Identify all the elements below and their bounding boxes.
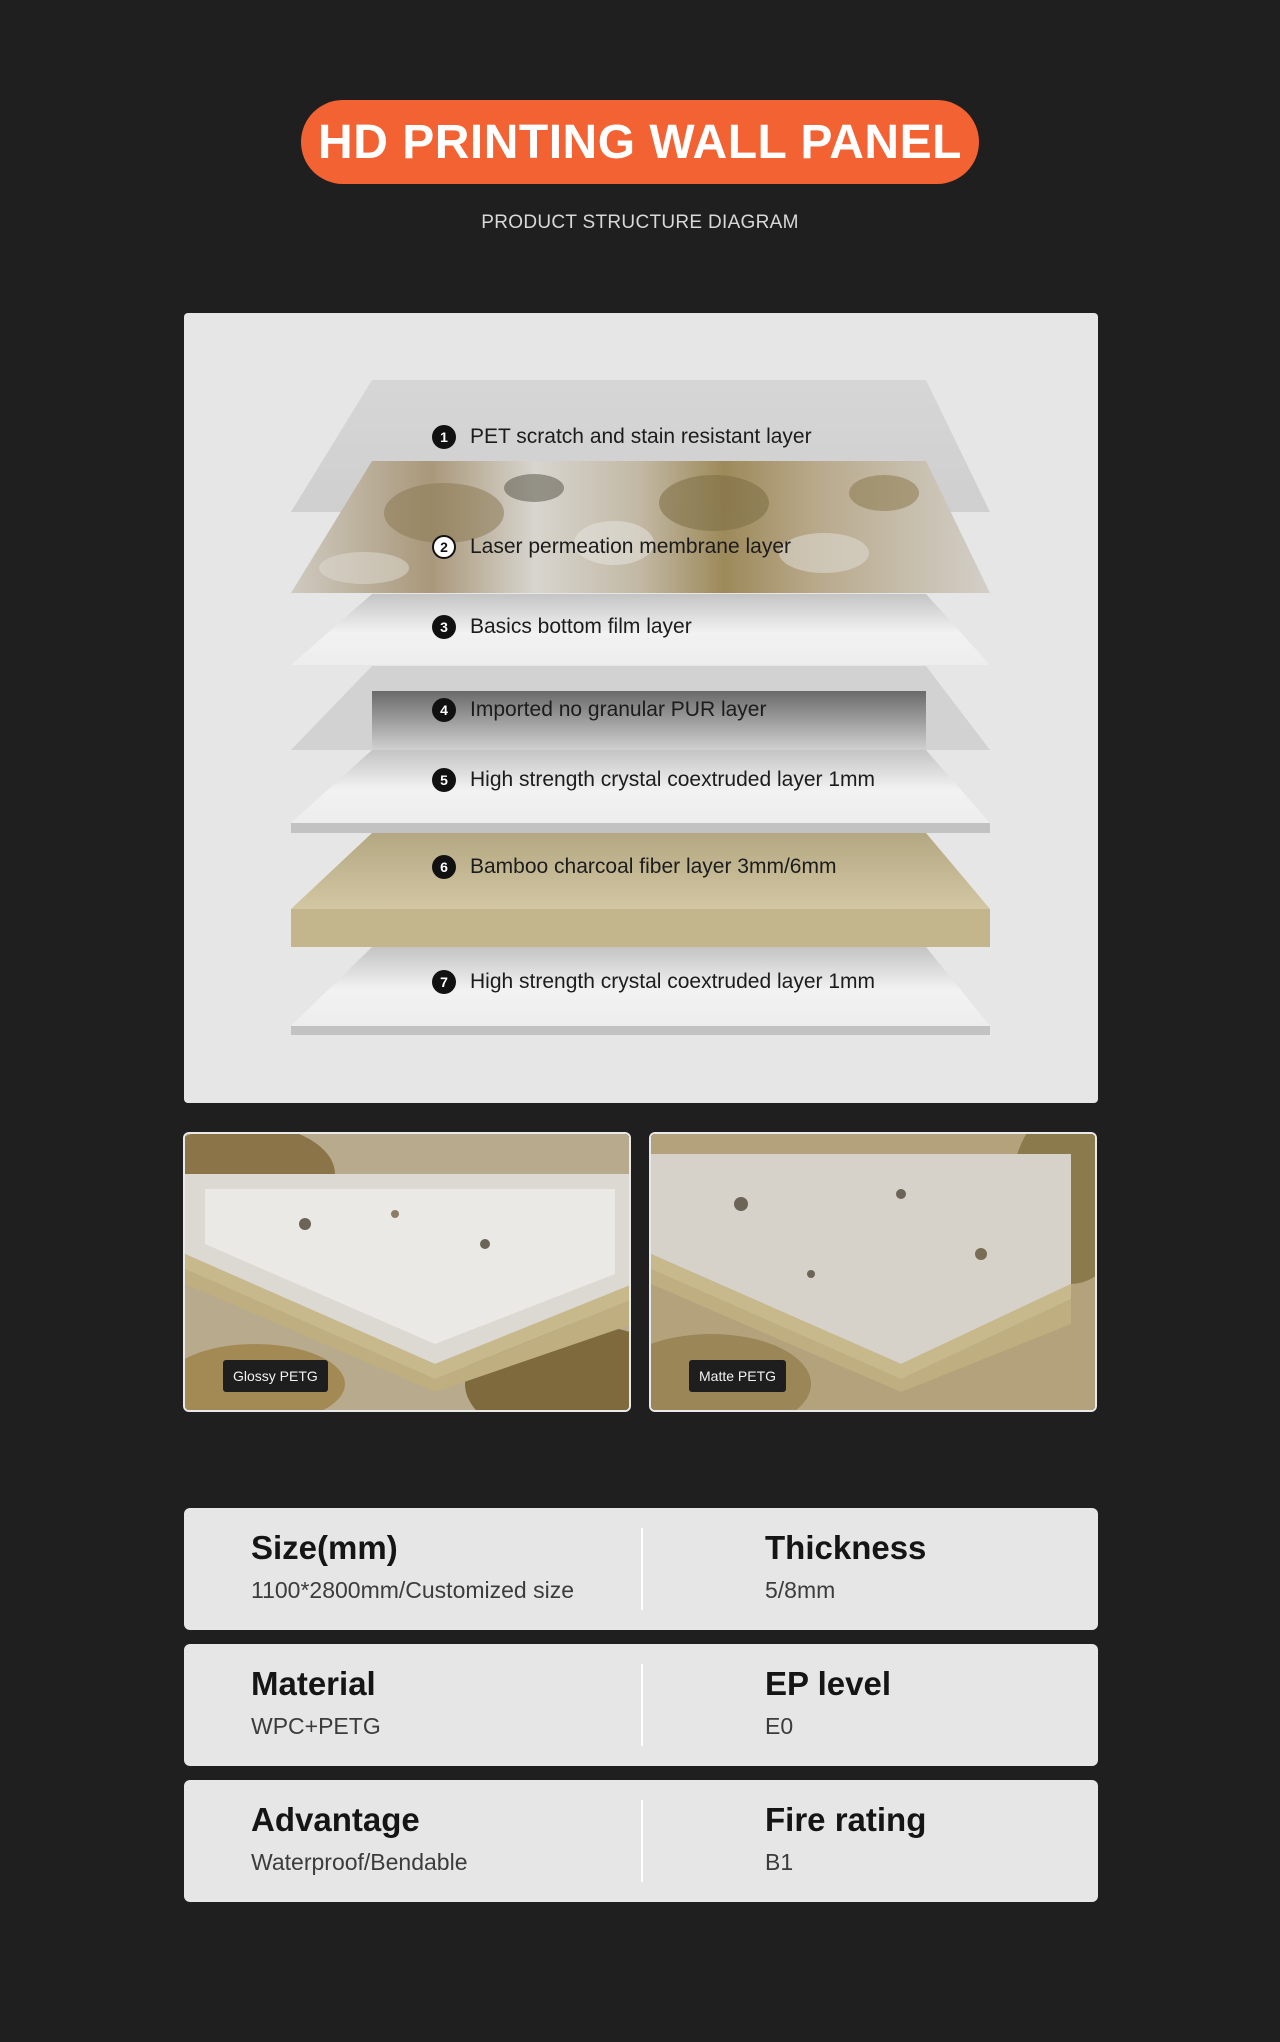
layer-number-1: 1 xyxy=(432,425,456,449)
spec-label-thickness: Thickness xyxy=(765,1529,927,1566)
page-title xyxy=(301,100,979,184)
layer-text-7: High strength crystal coextruded layer 1mm xyxy=(470,970,875,993)
layer-label-5 xyxy=(432,768,875,792)
layer-text-1: PET scratch and stain resistant layer xyxy=(470,425,812,448)
structure-diagram xyxy=(184,313,1098,1103)
spec-value-material: WPC+PETG xyxy=(251,1713,381,1739)
layer-text-6: Bamboo charcoal fiber layer 3mm/6mm xyxy=(470,855,837,878)
spec-fire-rating xyxy=(765,1800,926,1876)
layer-number-5: 5 xyxy=(432,768,456,792)
spec-value-advantage: Waterproof/Bendable xyxy=(251,1849,468,1875)
spec-label-advantage: Advantage xyxy=(251,1801,420,1838)
layer-number-2: 2 xyxy=(432,535,456,559)
spec-label-fire-rating: Fire rating xyxy=(765,1801,927,1838)
spec-thickness xyxy=(765,1528,926,1604)
glossy-sample-label: Glossy PETG xyxy=(223,1360,328,1392)
spec-label-size: Size(mm) xyxy=(251,1529,398,1566)
spec-label-material: Material xyxy=(251,1665,376,1702)
spec-material xyxy=(251,1664,381,1740)
spec-value-size: 1100*2800mm/Customized size xyxy=(251,1577,575,1603)
spec-value-ep-level: E0 xyxy=(765,1713,794,1739)
layer-number-7: 7 xyxy=(432,970,456,994)
spec-divider xyxy=(641,1800,643,1882)
layer-text-4: Imported no granular PUR layer xyxy=(470,698,767,721)
spec-card-advantage-fire xyxy=(184,1780,1098,1902)
layer-label-2 xyxy=(432,535,791,559)
layer-text-2: Laser permeation membrane layer xyxy=(470,535,791,558)
page-subtitle: PRODUCT STRUCTURE DIAGRAM xyxy=(481,212,799,233)
spec-ep-level xyxy=(765,1664,891,1740)
layer-text-5: High strength crystal coextruded layer 1mm xyxy=(470,768,875,791)
layer-text-3: Basics bottom film layer xyxy=(470,615,692,638)
spec-card-size-thickness xyxy=(184,1508,1098,1630)
matte-sample-image xyxy=(649,1132,1097,1412)
layer-label-1 xyxy=(432,425,812,449)
spec-value-thickness: 5/8mm xyxy=(765,1577,836,1603)
layer-number-6: 6 xyxy=(432,855,456,879)
layer-number-3: 3 xyxy=(432,615,456,639)
spec-size xyxy=(251,1528,574,1604)
glossy-sample-image xyxy=(183,1132,631,1412)
spec-card-material-ep xyxy=(184,1644,1098,1766)
matte-sample-label: Matte PETG xyxy=(689,1360,786,1392)
spec-divider xyxy=(641,1528,643,1610)
layer-number-4: 4 xyxy=(432,698,456,722)
spec-label-ep-level: EP level xyxy=(765,1665,891,1702)
layer-label-4 xyxy=(432,698,766,722)
layer-label-3 xyxy=(432,615,692,639)
layer-label-7 xyxy=(432,970,875,994)
spec-divider xyxy=(641,1664,643,1746)
page-title-text: HD PRINTING WALL PANEL xyxy=(318,115,962,169)
spec-advantage xyxy=(251,1800,468,1876)
spec-value-fire-rating: B1 xyxy=(765,1849,794,1875)
layer-label-6 xyxy=(432,855,836,879)
